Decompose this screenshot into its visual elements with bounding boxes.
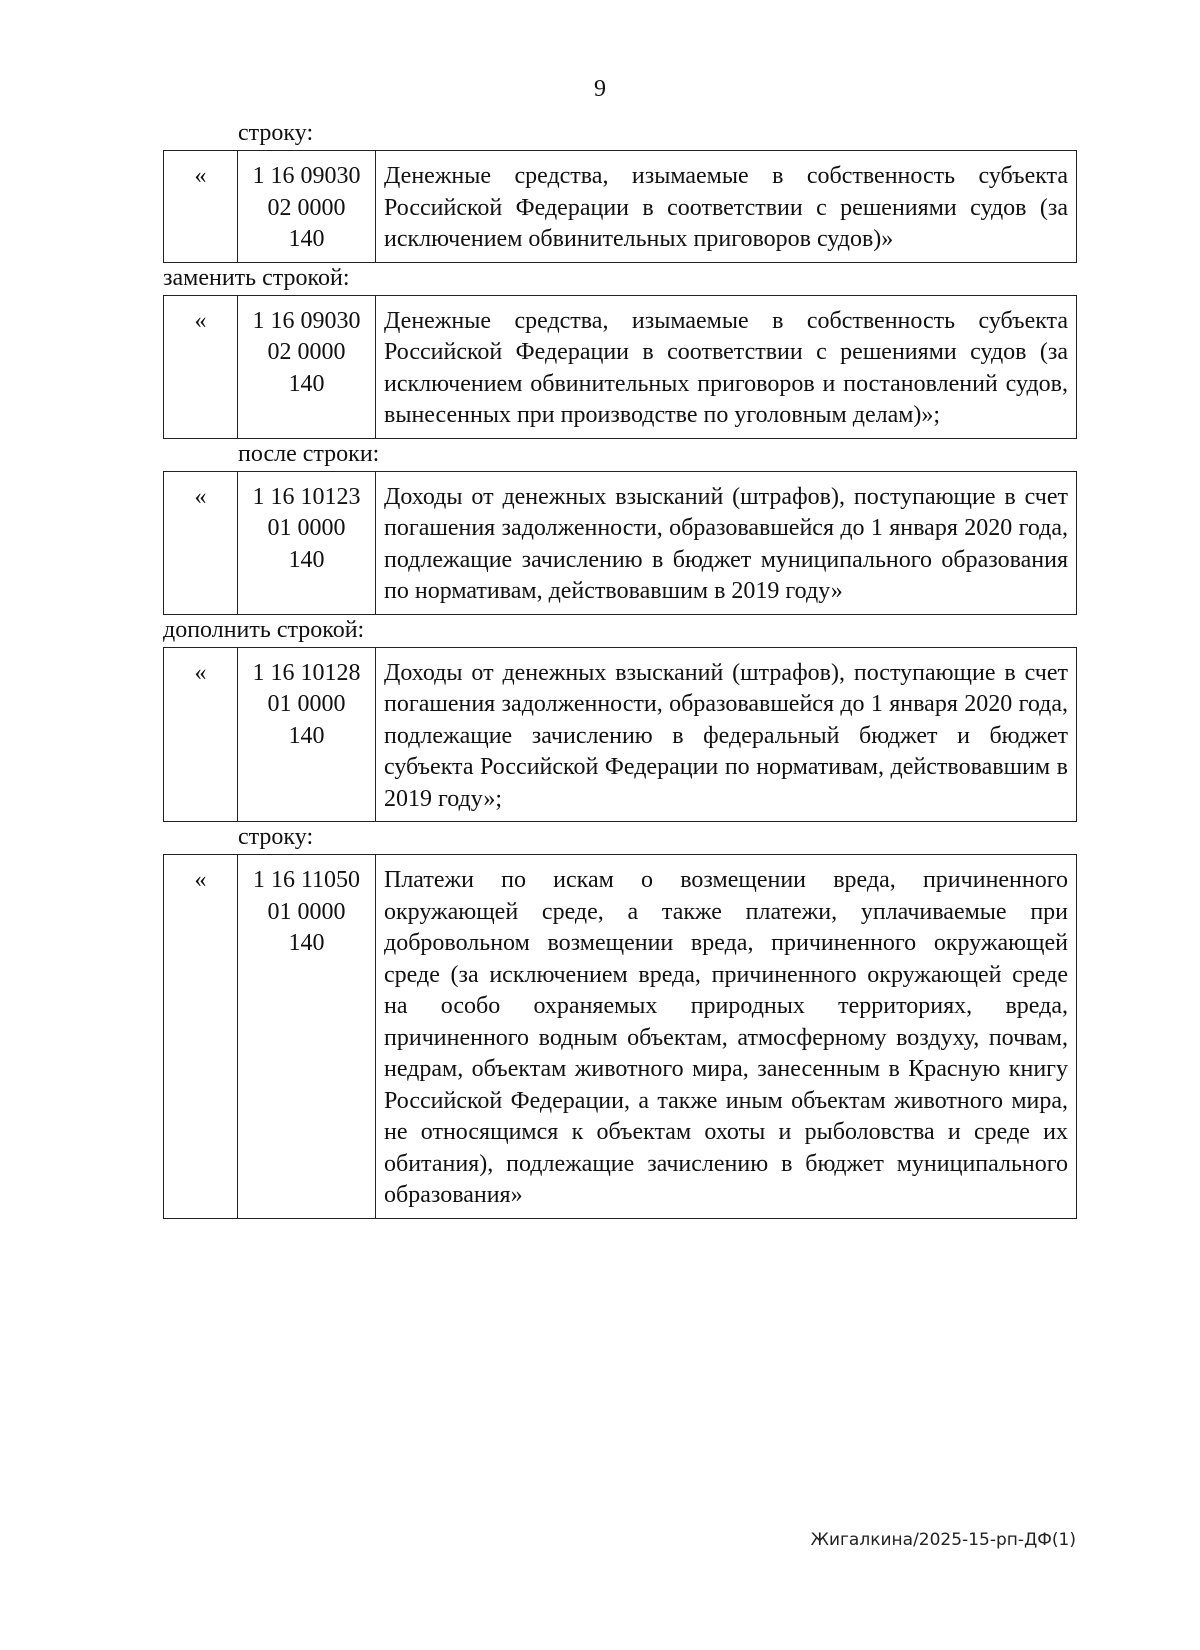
code-line: 1 16 11050 [252,867,361,893]
revenue-description: Платежи по искам о возмещении вреда, причиненного окружающей среде, а также платежи, уплачиваемые при добровольном возмещении вреда, причиненного окружающей среде (за исключением вреда, причиненного окружающей среде на особо охраняемых природных территориях, вреда, причиненного водным объектам, атмосферному воздуху, почвам, недрам, объектам животного мира, занесенным в Красную книгу Российской Федерации, а также иным объектам животного мира, не относящимся к объектам охоты и рыболовства и среде их обитания), подлежащие зачислению в бюджет муниципального образования» [384,867,1068,1208]
code-line: 140 [288,370,325,397]
code-line: 1 16 10123 [252,483,361,510]
code-line: 01 0000 [267,898,346,925]
block-caption: дополнить строкой: [163,616,365,643]
budget-code [238,855,376,1219]
opening-quote: « [164,151,238,263]
code-line: 140 [288,930,325,956]
code-line: 140 [288,546,325,573]
budget-code-row [163,295,1077,439]
revenue-description: Доходы от денежных взысканий (штрафов), поступающие в счет погашения задолженности, образовавшейся до 1 января 2020 года, подлежащие зачислению в бюджет муниципального образования по нормативам, действовавшим в 2019 году» [384,483,1068,604]
budget-code-row [163,471,1077,615]
revenue-description: Доходы от денежных взысканий (штрафов), поступающие в счет погашения задолженности, образовавшейся до 1 января 2020 года, подлежащие зачислению в федеральный бюджет и бюджет субъекта Российской Федерации по нормативам, действовавшим в 2019 году»; [384,659,1068,812]
budget-code-row [163,854,1077,1219]
opening-quote: « [164,647,238,822]
opening-quote: « [164,855,238,1219]
revenue-description: Денежные средства, изымаемые в собственность субъекта Российской Федерации в соответствии с решениями судов (за исключением обвинительных приговоров судов)» [384,163,1068,252]
code-line: 140 [288,722,325,749]
budget-code [238,151,376,263]
code-line: 01 0000 [267,515,346,541]
code-line: 140 [288,226,325,252]
opening-quote: « [164,471,238,614]
block-caption: после строки: [238,440,380,467]
page-number: 9 [594,76,606,102]
block-caption: заменить строкой: [163,264,350,291]
revenue-description: Денежные средства, изымаемые в собственность субъекта Российской Федерации в соответствии с решениями судов (за исключением обвинительных приговоров и постановлений судов, вынесенных при производстве по уголовным делам)»; [384,307,1068,428]
opening-quote: « [164,295,238,438]
budget-code [238,295,376,438]
budget-code-row [163,647,1077,823]
code-line: 02 0000 [267,339,346,365]
code-line: 1 16 09030 [252,163,361,189]
block-caption: строку: [238,120,314,146]
budget-code [238,647,376,822]
code-line: 02 0000 [267,194,346,221]
block-caption: строку: [238,824,314,850]
code-line: 1 16 10128 [252,659,361,686]
budget-code [238,471,376,614]
amendment-list [163,118,1077,1219]
document-identifier: Жигалкина/2025-15-рп-ДФ(1) [810,1530,1076,1550]
budget-code-row [163,150,1077,263]
code-line: 01 0000 [267,691,346,717]
code-line: 1 16 09030 [252,307,361,334]
